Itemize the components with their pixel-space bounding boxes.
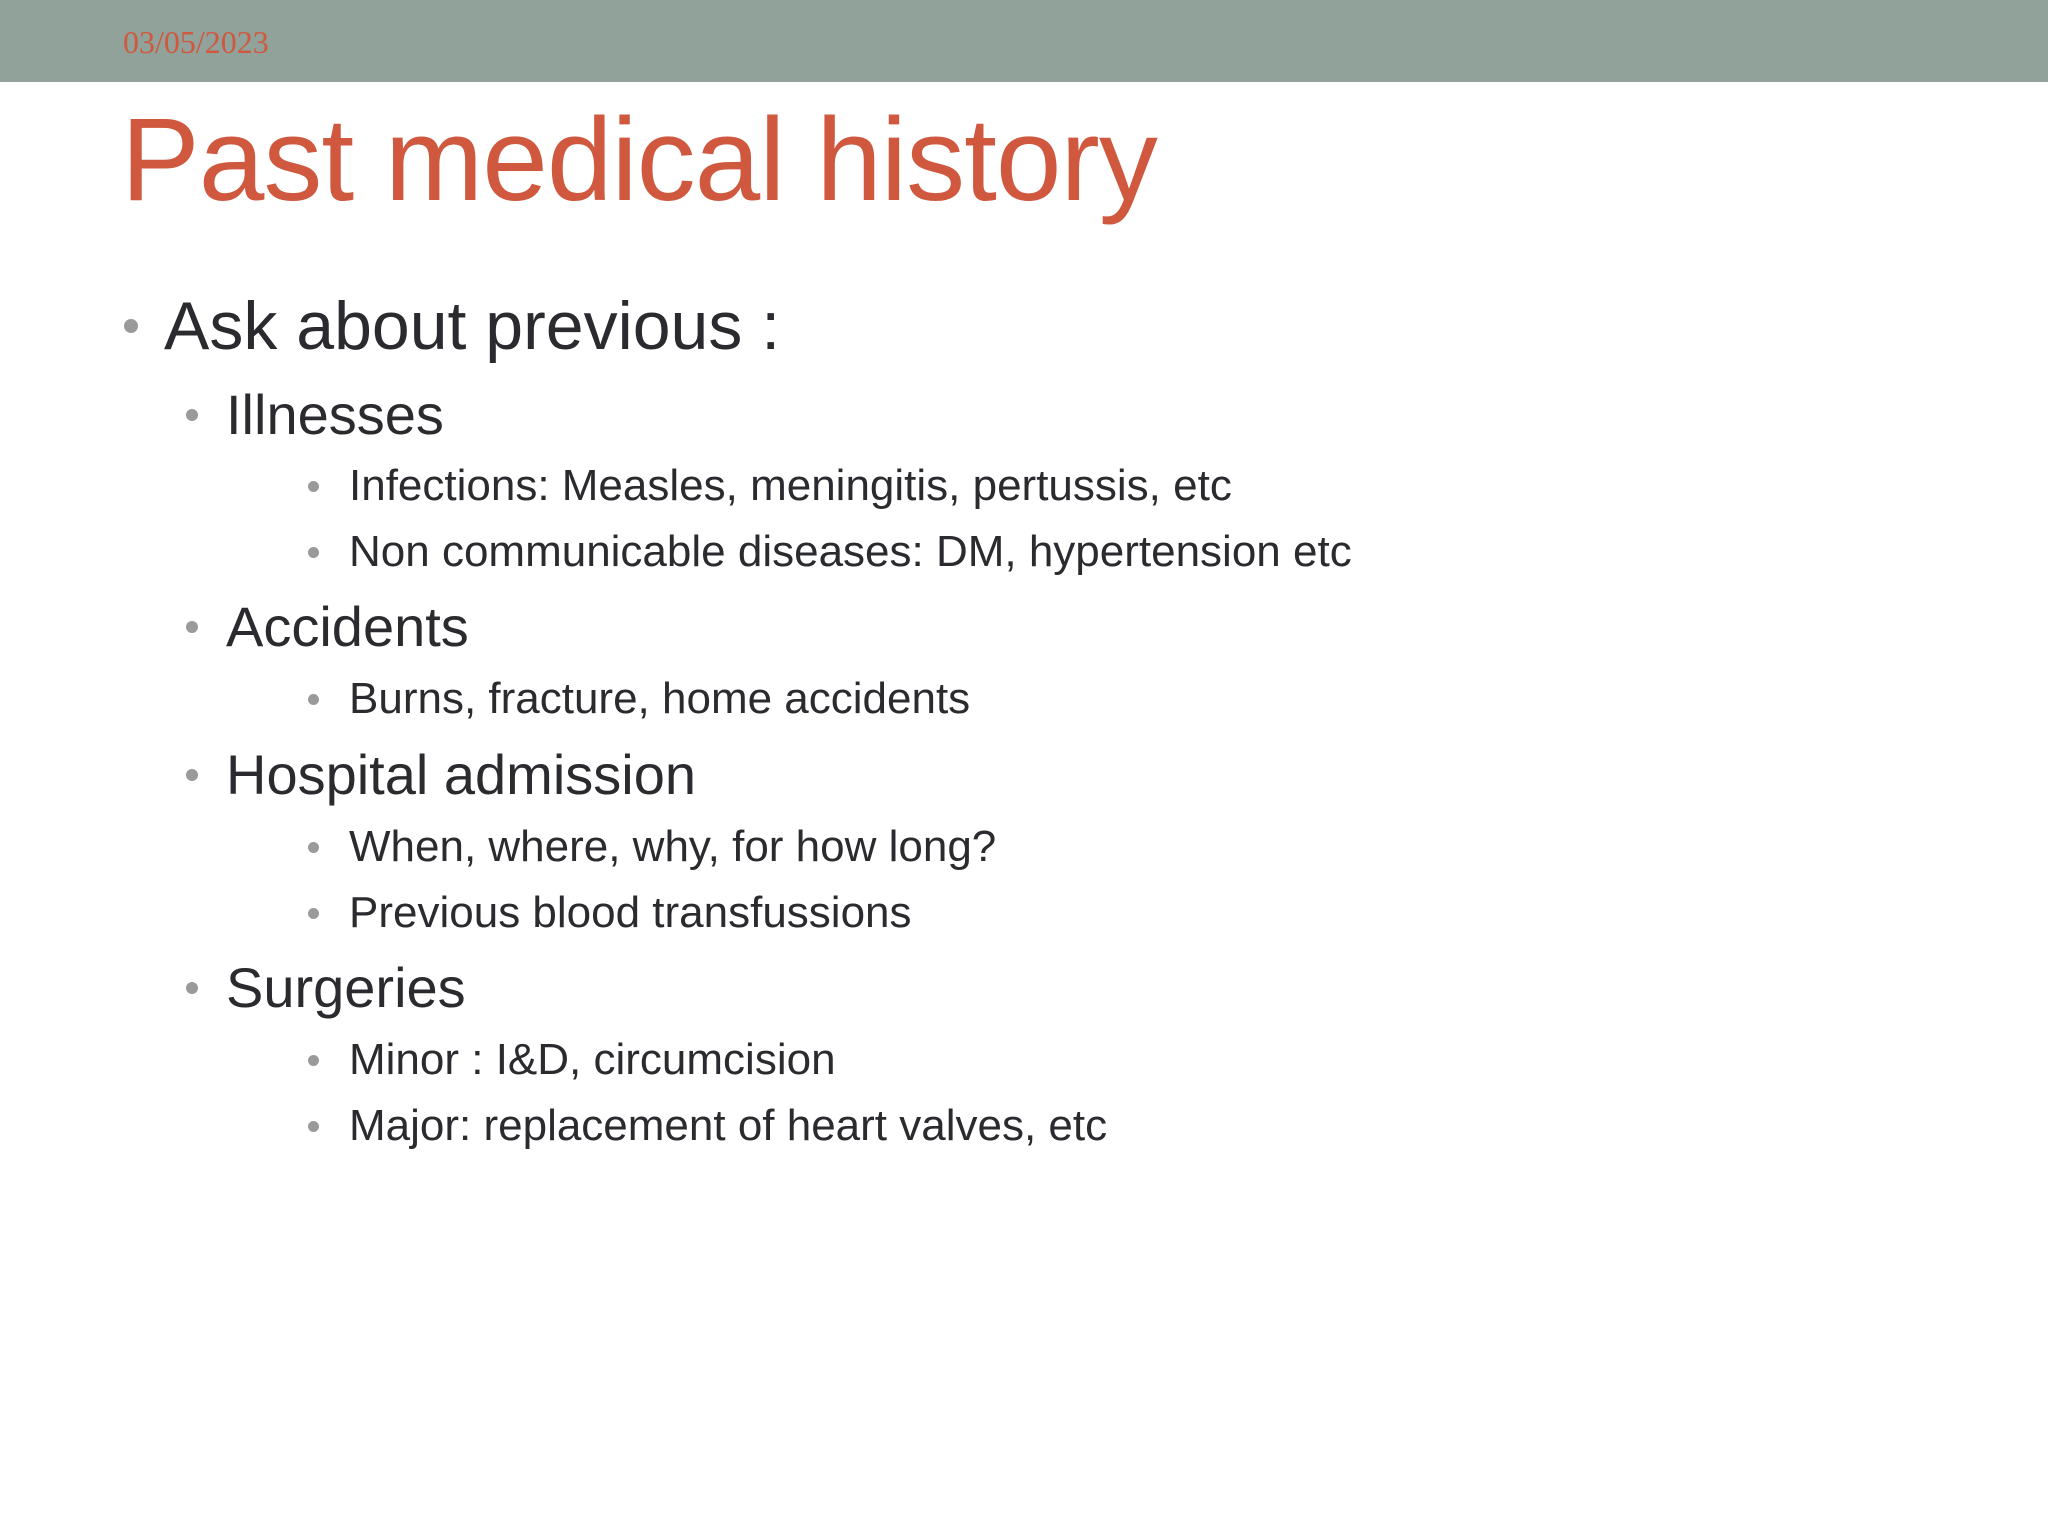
bullet-text: Infections: Measles, meningitis, pertussis, etc (349, 461, 1232, 510)
bullet-icon (186, 982, 198, 994)
bullet-icon (308, 908, 319, 919)
slide-title: Past medical history (121, 94, 1157, 226)
bullet-icon (308, 694, 319, 705)
bullet-item (308, 886, 912, 940)
bullet-text: Burns, fracture, home accidents (349, 674, 971, 723)
bullet-text: Ask about previous : (164, 288, 781, 364)
bullet-item (124, 286, 780, 366)
bullet-item (308, 459, 1232, 513)
bullet-item (186, 955, 466, 1021)
bullet-icon (186, 409, 198, 421)
bullet-text: Major: replacement of heart valves, etc (349, 1101, 1108, 1150)
bullet-item (308, 672, 970, 726)
bullet-item (308, 1033, 836, 1087)
bullet-text: Hospital admission (226, 743, 696, 806)
bullet-icon (308, 1055, 319, 1066)
bullet-text: Previous blood transfussions (349, 888, 912, 937)
bullet-text: Non communicable diseases: DM, hypertension etc (349, 527, 1352, 576)
bullet-icon (124, 319, 138, 333)
bullet-item (186, 594, 469, 660)
bullet-icon (308, 842, 319, 853)
bullet-item (186, 742, 696, 808)
bullet-item (308, 1099, 1107, 1153)
bullet-text: Surgeries (226, 956, 466, 1019)
bullet-item (186, 382, 444, 448)
bullet-icon (186, 769, 198, 781)
bullet-icon (308, 547, 319, 558)
bullet-text: Illnesses (226, 383, 444, 446)
bullet-text: Accidents (226, 595, 469, 658)
bullet-icon (308, 1121, 319, 1132)
bullet-icon (186, 621, 198, 633)
bullet-text: Minor : I&D, circumcision (349, 1035, 836, 1084)
bullet-item (308, 525, 1352, 579)
bullet-item (308, 820, 996, 874)
bullet-text: When, where, why, for how long? (349, 822, 997, 871)
slide-date: 03/05/2023 (123, 24, 269, 60)
bullet-icon (308, 481, 319, 492)
